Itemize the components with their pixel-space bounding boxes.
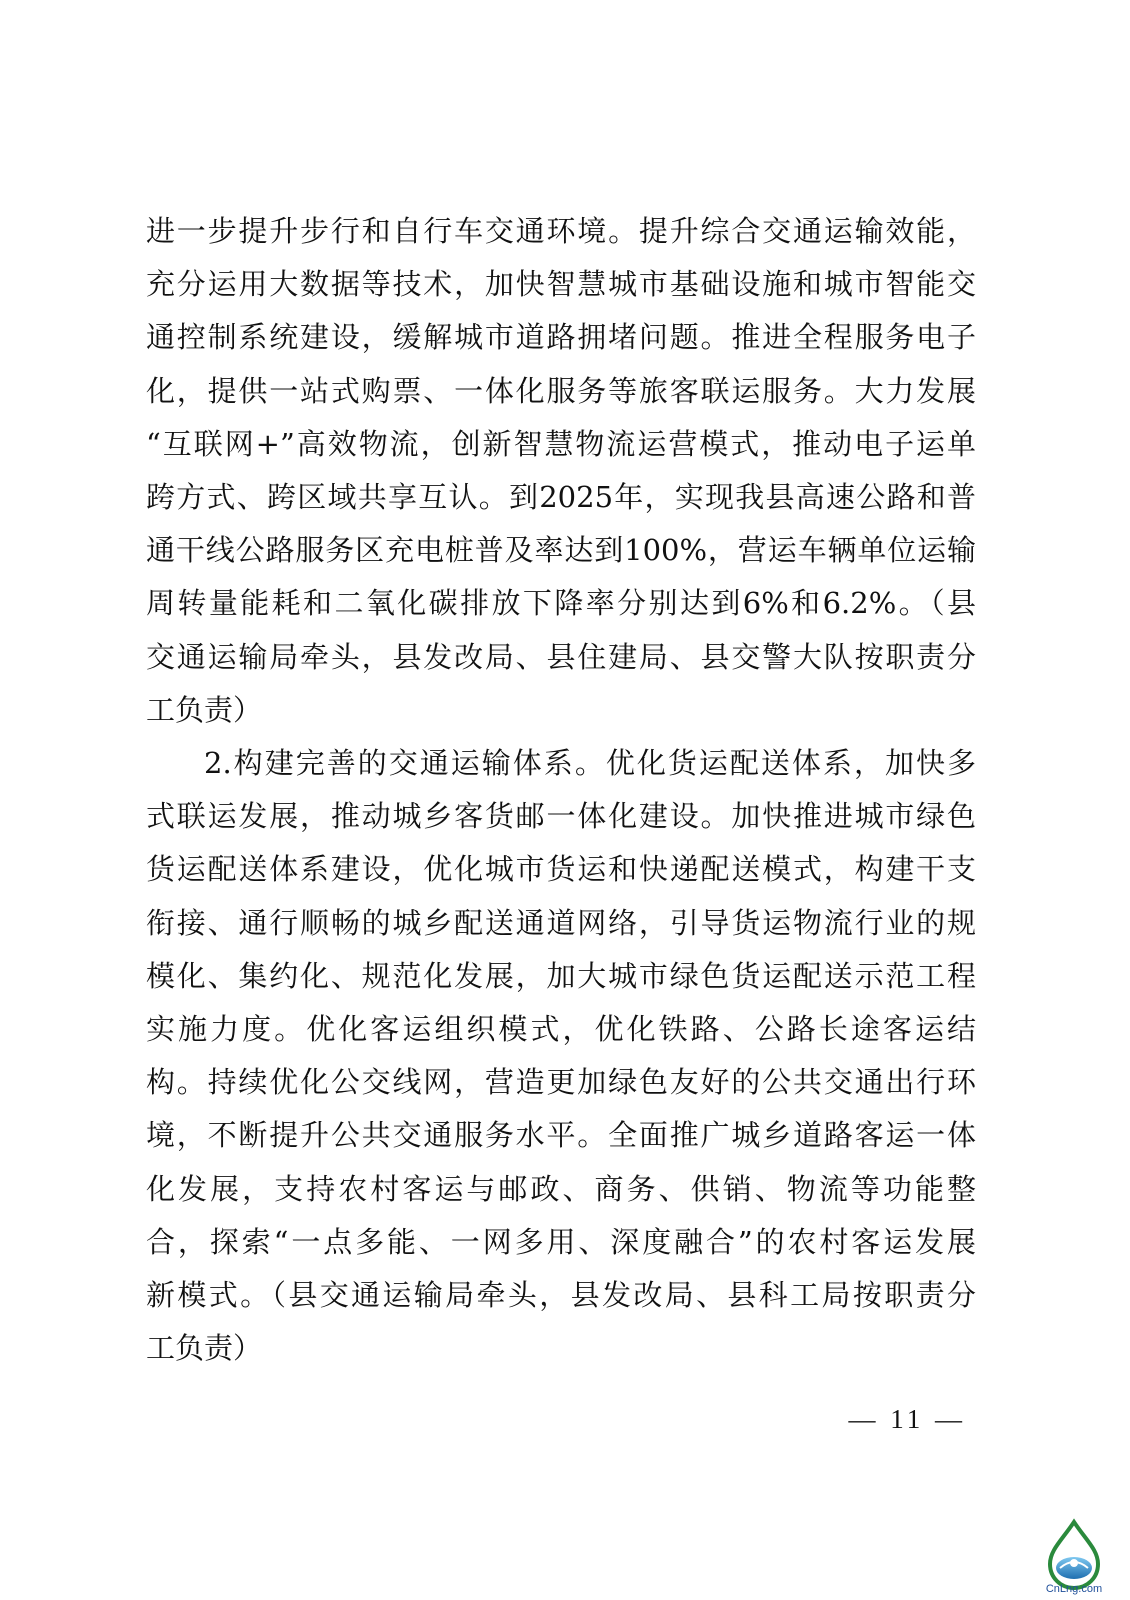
paragraph-line: 工负责）	[146, 692, 263, 727]
paragraph-line: 跨方式、跨区域共享互认。到2025年，实现我县高速公路和普	[146, 479, 976, 514]
page-number: — 11 —	[848, 1404, 966, 1434]
paragraph-line: “互联网+”高效物流，创新智慧物流运营模式，推动电子运单	[146, 426, 976, 461]
paragraph-line: 合，探索“一点多能、一网多用、深度融合”的农村客运发展	[146, 1224, 976, 1259]
paragraph-line: 衔接、通行顺畅的城乡配送通道网络，引导货运物流行业的规	[146, 905, 976, 940]
paragraph-line: 新模式。（县交通运输局牵头，县发改局、县科工局按职责分	[146, 1277, 976, 1312]
paragraph-line: 进一步提升步行和自行车交通环境。提升综合交通运输效能，	[146, 214, 976, 248]
paragraph-line: 模化、集约化、规范化发展，加大城市绿色货运配送示范工程	[146, 958, 976, 993]
paragraph-line: 工负责）	[146, 1331, 263, 1366]
paragraph-line: 2.构建完善的交通运输体系。优化货运配送体系，加快多	[204, 746, 976, 780]
paragraph-line: 周转量能耗和二氧化碳排放下降率分别达到6%和6.2%。（县	[146, 586, 976, 621]
paragraph-line: 境，不断提升公共交通服务水平。全面推广城乡道路客运一体	[146, 1118, 976, 1153]
paragraph-line: 通控制系统建设，缓解城市道路拥堵问题。推进全程服务电子	[146, 320, 976, 355]
paragraph-line: 交通运输局牵头，县发改局、县住建局、县交警大队按职责分	[146, 639, 976, 674]
watermark-text: CnLng.com	[1045, 1583, 1103, 1595]
paragraph-line: 实施力度。优化客运组织模式，优化铁路、公路长途客运结	[146, 1011, 976, 1046]
paragraph-line: 式联运发展，推动城乡客货邮一体化建设。加快推进城市绿色	[146, 799, 976, 834]
paragraph-line: 充分运用大数据等技术，加快智慧城市基础设施和城市智能交	[146, 267, 976, 302]
paragraph-line: 化发展，支持农村客运与邮政、商务、供销、物流等功能整	[146, 1171, 976, 1206]
paragraph-line: 通干线公路服务区充电桩普及率达到100%，营运车辆单位运输	[146, 533, 976, 568]
water-drop-logo-icon	[1034, 1516, 1114, 1596]
paragraph-line: 构。持续优化公交线网，营造更加绿色友好的公共交通出行环	[146, 1065, 976, 1100]
paragraph-line: 化，提供一站式购票、一体化服务等旅客联运服务。大力发展	[146, 373, 976, 408]
paragraph-2	[146, 737, 976, 1375]
paragraph-1	[146, 205, 976, 737]
paragraph-line: 货运配送体系建设，优化城市货运和快递配送模式，构建干支	[146, 852, 976, 887]
